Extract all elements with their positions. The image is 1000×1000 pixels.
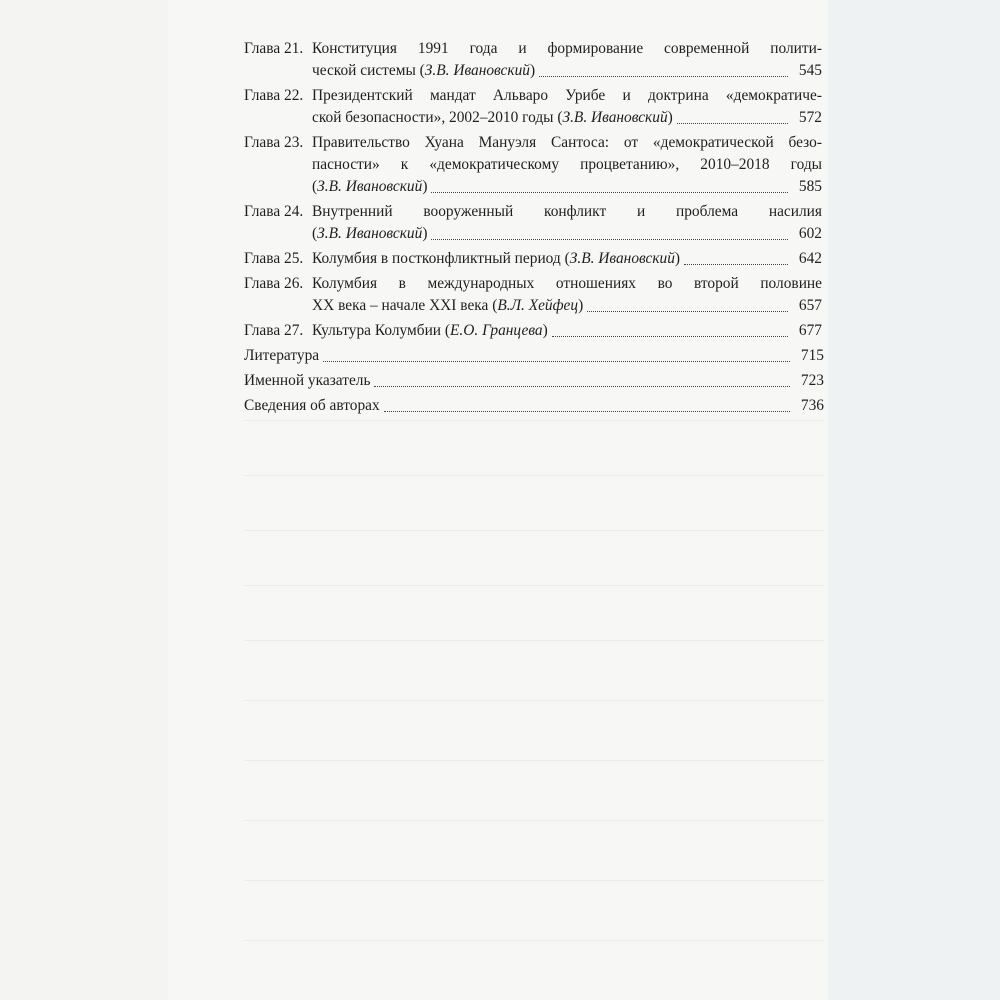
- chapter-title-text: ской безопасности», 2002–2010 годы (: [312, 109, 563, 126]
- chapter-number: Глава 21.: [244, 40, 304, 57]
- chapter-title: [312, 85, 824, 129]
- page-number: 723: [800, 372, 824, 389]
- toc-chapter-entry: [244, 320, 824, 342]
- page-edge: [828, 0, 1000, 1000]
- appendix-title: Литература: [244, 347, 320, 364]
- chapter-title-text: Культура Колумбии (: [312, 322, 451, 339]
- appendix-title: Сведения об авторах: [244, 397, 380, 414]
- chapter-title-text: Колумбия в постконфликтный период (: [312, 250, 570, 267]
- toc-chapter-entry: [244, 273, 824, 317]
- closing-paren: ): [578, 297, 584, 314]
- page-number: 572: [798, 109, 822, 126]
- closing-paren: ): [529, 62, 536, 79]
- dot-leader: [684, 264, 788, 265]
- page-number: 602: [798, 225, 822, 242]
- page-number: 642: [798, 250, 822, 267]
- closing-paren: ): [542, 322, 548, 339]
- page-number: 736: [800, 397, 824, 414]
- closing-paren: ): [667, 109, 673, 126]
- chapter-title-text: (: [312, 178, 318, 195]
- dot-leader: [677, 123, 788, 124]
- toc-appendix-entry: [244, 370, 824, 392]
- chapter-title-line: Президентский мандат Альваро Урибе и доктрина «демократиче-: [312, 87, 822, 104]
- chapter-title: [312, 273, 824, 317]
- chapter-title-line: Правительство Хуана Мануэля Сантоса: от «демократической безо-: [312, 134, 822, 151]
- toc-appendix-entry: [244, 395, 824, 417]
- toc-chapter-entry: [244, 132, 824, 198]
- chapter-title-text: XX века – начале XXI века (: [312, 297, 498, 314]
- chapter-title-text: (: [312, 225, 318, 242]
- closing-paren: ): [674, 250, 681, 267]
- toc-chapter-entry: [244, 38, 824, 82]
- chapter-title-line: Конституция 1991 года и формирование современной полити-: [312, 40, 822, 57]
- dot-leader: [323, 361, 790, 362]
- chapter-title: [312, 132, 824, 198]
- chapter-title-text: ческой системы (: [312, 62, 425, 79]
- dot-leader: [552, 336, 788, 337]
- chapter-title: [312, 38, 824, 82]
- toc-chapter-entry: [244, 85, 824, 129]
- page-number: 585: [798, 178, 822, 195]
- page-number: 677: [798, 322, 822, 339]
- page-number: 715: [800, 347, 824, 364]
- chapter-number: Глава 22.: [244, 87, 304, 104]
- table-of-contents: [244, 38, 824, 420]
- dot-leader: [374, 386, 790, 387]
- chapter-title-line: пасности» к «демократическому процветанию», 2010–2018 годы: [312, 156, 822, 173]
- chapter-author: З.В. Ивановский: [317, 225, 423, 242]
- chapter-number: Глава 26.: [244, 275, 304, 292]
- page-number: 545: [798, 62, 822, 79]
- chapter-number: Глава 24.: [244, 203, 304, 220]
- dot-leader: [539, 76, 788, 77]
- appendix-title: Именной указатель: [244, 372, 371, 389]
- chapter-author: Е.О. Гранцева: [450, 322, 543, 339]
- toc-chapter-entry: [244, 201, 824, 245]
- chapter-title: [312, 248, 824, 270]
- closing-paren: ): [422, 178, 428, 195]
- chapter-author: З.В. Ивановский: [562, 109, 668, 126]
- dot-leader: [431, 239, 788, 240]
- chapter-title: [312, 201, 824, 245]
- chapter-title: [312, 320, 824, 342]
- dot-leader: [587, 311, 788, 312]
- dot-leader: [384, 411, 790, 412]
- chapter-author: В.Л. Хейфец: [497, 297, 579, 314]
- dot-leader: [431, 192, 788, 193]
- chapter-author: З.В. Ивановский: [424, 62, 530, 79]
- chapter-author: З.В. Ивановский: [317, 178, 423, 195]
- chapter-number: Глава 25.: [244, 250, 304, 267]
- page-number: 657: [798, 297, 822, 314]
- chapter-number: Глава 27.: [244, 322, 304, 339]
- chapter-author: З.В. Ивановский: [569, 250, 675, 267]
- toc-chapter-entry: [244, 248, 824, 270]
- chapter-title-line: Внутренний вооруженный конфликт и проблема насилия: [312, 203, 822, 220]
- toc-appendix-entry: [244, 345, 824, 367]
- chapter-title-line: Колумбия в международных отношениях во второй половине: [312, 275, 822, 292]
- closing-paren: ): [422, 225, 428, 242]
- chapter-number: Глава 23.: [244, 134, 304, 151]
